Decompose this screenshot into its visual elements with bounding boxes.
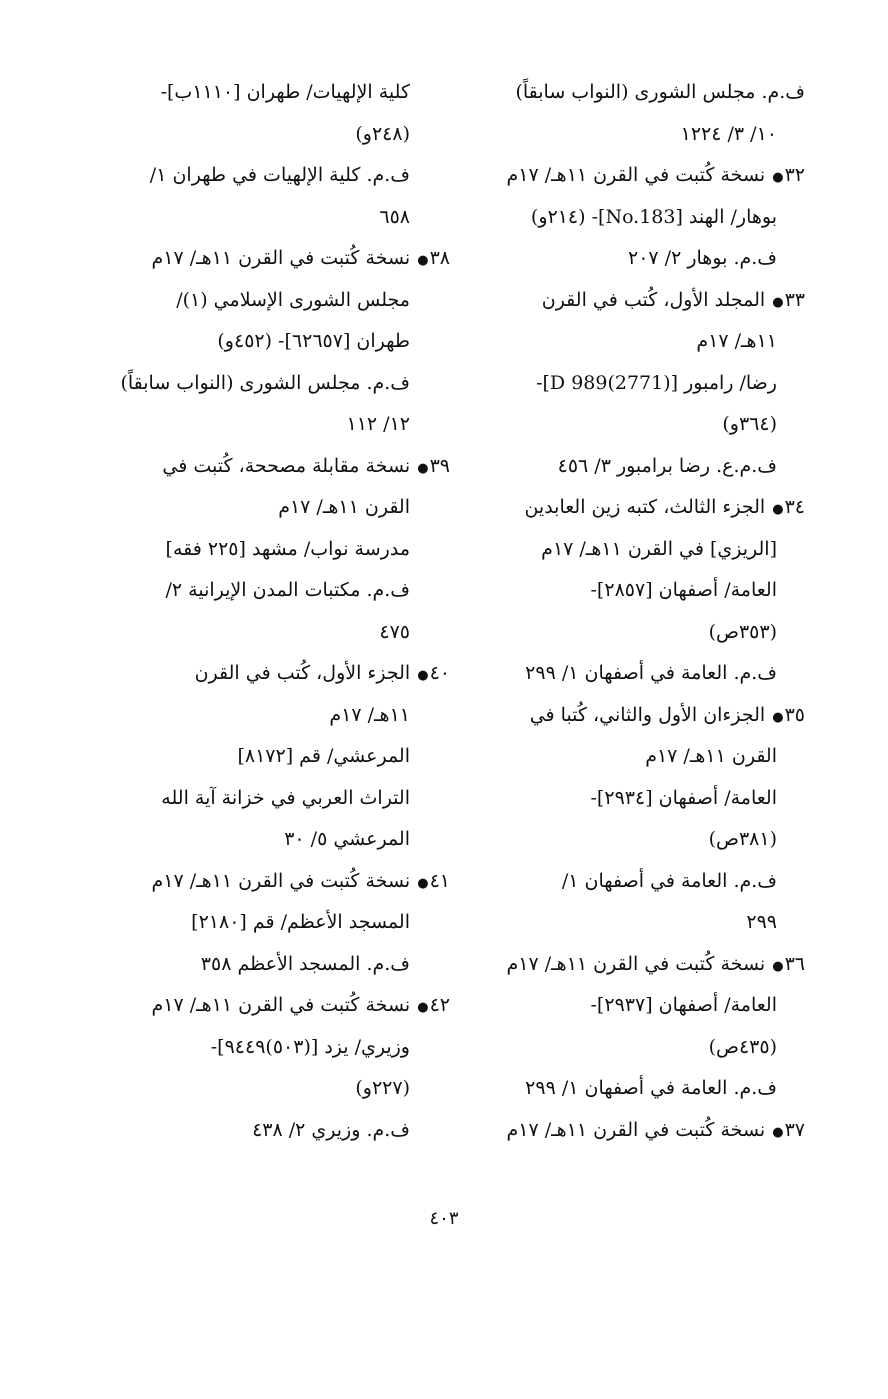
text-line [60,612,410,654]
line-text: ٤٧٥ [379,620,410,643]
line-text: مدرسة نواب/ مشهد [٢٢٥ فقه] [165,537,410,560]
entry-number: ٣٦ [784,952,805,975]
text-line [60,1110,410,1152]
bullet-icon: ● [772,170,784,185]
text-line [60,902,410,944]
line-text: ف.م. مجلس الشورى (النواب سابقاً) [515,81,805,103]
line-text: نسخة مقابلة مصححة، كُتبت في [162,454,411,477]
line-text: ف.م. العامة في أصفهان ١/ ٢٩٩ [525,662,777,684]
bullet-icon: ● [772,1124,784,1140]
line-text: طهران [٦٢٦٥٧]- (٤٥٢و) [217,330,410,352]
text-line [455,1068,805,1110]
text-line [60,197,410,239]
text-line [60,529,410,571]
entry-heading [455,1110,805,1152]
page-number: ٤٠٣ [429,1208,459,1229]
line-text: (٢٢٧و) [355,1077,410,1099]
entry-number: ٤٢ [429,994,450,1016]
entry-heading [455,487,805,529]
line-text: ١١هـ/ ١٧م [696,330,777,352]
line-text: ف.م. العامة في أصفهان ١/ ٢٩٩ [525,1077,777,1099]
text-line [455,72,805,114]
text-line [60,280,410,322]
entry-heading [60,653,450,695]
text-line [60,114,410,156]
text-line [455,404,805,446]
entry-heading [455,944,805,986]
right-column [455,72,805,1151]
bullet-icon: ● [417,1000,429,1015]
entry-heading [455,280,805,322]
line-text: (٢٤٨و) [355,122,410,145]
text-line [60,778,410,820]
line-text: ف.م.ع. رضا برامبور ٣/ ٤٥٦ [557,454,777,477]
line-text: نسخة كُتبت في القرن ١١هـ/ ١٧م [506,1118,766,1141]
bullet-icon: ● [772,294,784,310]
text-line [60,321,410,363]
line-text: القرن ١١هـ/ ١٧م [278,496,410,518]
text-line [455,529,805,571]
bullet-icon: ● [772,958,784,974]
line-text: وزيري/ يزد [(٥٠٣)٩٤٤٩]- [210,1035,410,1058]
entry-heading [60,861,450,903]
text-line [455,985,805,1027]
line-text: ١١هـ/ ١٧م [329,703,410,726]
line-text: العامة/ أصفهان [٢٨٥٧]- [590,579,777,601]
text-line [455,612,805,654]
left-column [60,72,450,1151]
text-line [60,1068,410,1110]
bullet-icon: ● [417,668,429,683]
text-line [455,819,805,861]
entry-number: ٣٤ [784,496,805,518]
text-line [455,197,805,239]
line-text: (٣٥٣ص) [708,620,777,643]
entry-heading [455,695,805,737]
text-line [60,155,410,197]
entry-number: ٣٢ [784,164,805,186]
line-text: المرعشي/ قم [٨١٧٢] [237,745,410,767]
line-text: المسجد الأعظم/ قم [٢١٨٠] [191,911,410,933]
text-line [60,944,410,986]
line-text: التراث العربي في خزانة آية الله [161,786,410,809]
text-line [455,861,805,903]
entry-heading [60,446,450,488]
line-text: ف.م. كلية الإلهيات في طهران ١/ [149,164,410,186]
entry-heading [60,985,450,1027]
line-text: نسخة كُتبت في القرن ١١هـ/ ١٧م [151,994,411,1016]
entry-heading [60,238,450,280]
text-line [60,1027,410,1069]
line-text: بوهار/ الهند [No.183]- (٢١٤و) [530,205,777,228]
bullet-icon: ● [772,502,784,517]
line-text: الجزء الثالث، كتبه زين العابدين [524,496,766,518]
line-text: ف.م. المسجد الأعظم ٣٥٨ [200,952,410,975]
bullet-icon: ● [772,709,784,725]
text-line [455,736,805,778]
line-text: (٣٦٤و) [722,413,777,435]
entry-number: ٣٨ [429,247,450,269]
line-text: القرن ١١هـ/ ١٧م [645,745,777,767]
line-text: كلية الإلهيات/ طهران [١١١٠ب]- [160,81,410,103]
line-text: الجزء الأول، كُتب في القرن [194,662,411,684]
line-text: [الريزي] في القرن ١١هـ/ ١٧م [541,537,777,560]
text-line [60,570,410,612]
line-text: العامة/ أصفهان [٢٩٣٤]- [590,786,777,809]
text-line [455,653,805,695]
text-line [455,238,805,280]
line-text: نسخة كُتبت في القرن ١١هـ/ ١٧م [151,869,411,892]
text-line [455,1027,805,1069]
text-line [455,570,805,612]
line-text: العامة/ أصفهان [٢٩٣٧]- [590,994,777,1016]
text-line [455,321,805,363]
text-line [455,114,805,156]
text-line [60,695,410,737]
line-text: ف.م. مكتبات المدن الإيرانية ٢/ [165,579,410,601]
line-text: ١٠/ ٣/ ١٢٢٤ [680,122,777,145]
entry-number: ٣٩ [429,454,450,477]
entry-heading [455,155,805,197]
entry-number: ٣٧ [784,1118,805,1141]
text-line [60,736,410,778]
text-line [60,72,410,114]
line-text: المجلد الأول، كُتب في القرن [541,288,766,311]
line-text: ١٢/ ١١٢ [346,413,410,435]
text-line [455,446,805,488]
bullet-icon: ● [417,460,429,476]
text-line [60,363,410,405]
line-text: ٢٩٩ [746,911,777,933]
line-text: رضا/ رامبور [D 989(2771)]- [536,371,777,394]
text-line [455,902,805,944]
text-line [60,487,410,529]
entry-number: ٣٥ [784,703,805,726]
line-text: ف.م. مجلس الشورى (النواب سابقاً) [120,371,410,394]
bullet-icon: ● [417,253,429,268]
line-text: المرعشي ٥/ ٣٠ [284,828,410,850]
entry-number: ٤١ [429,869,450,892]
text-line [455,778,805,820]
line-text: ف.م. العامة في أصفهان ١/ [561,869,777,892]
line-text: نسخة كُتبت في القرن ١١هـ/ ١٧م [506,952,766,975]
entry-number: ٤٠ [429,662,450,684]
line-text: نسخة كُتبت في القرن ١١هـ/ ١٧م [506,164,766,186]
line-text: ف.م. بوهار ٢/ ٢٠٧ [627,247,777,269]
line-text: ف.م. وزيري ٢/ ٤٣٨ [252,1118,410,1141]
text-line [455,363,805,405]
line-text: مجلس الشورى الإسلامي (١)/ [176,288,410,311]
entry-number: ٣٣ [784,288,805,311]
bullet-icon: ● [417,875,429,891]
line-text: (٣٨١ص) [708,828,777,850]
line-text: ٦٥٨ [379,205,410,228]
text-line [60,819,410,861]
text-line [60,404,410,446]
line-text: نسخة كُتبت في القرن ١١هـ/ ١٧م [151,247,411,269]
line-text: (٤٣٥ص) [708,1035,777,1058]
line-text: الجزءان الأول والثاني، كُتبا في [529,703,766,726]
